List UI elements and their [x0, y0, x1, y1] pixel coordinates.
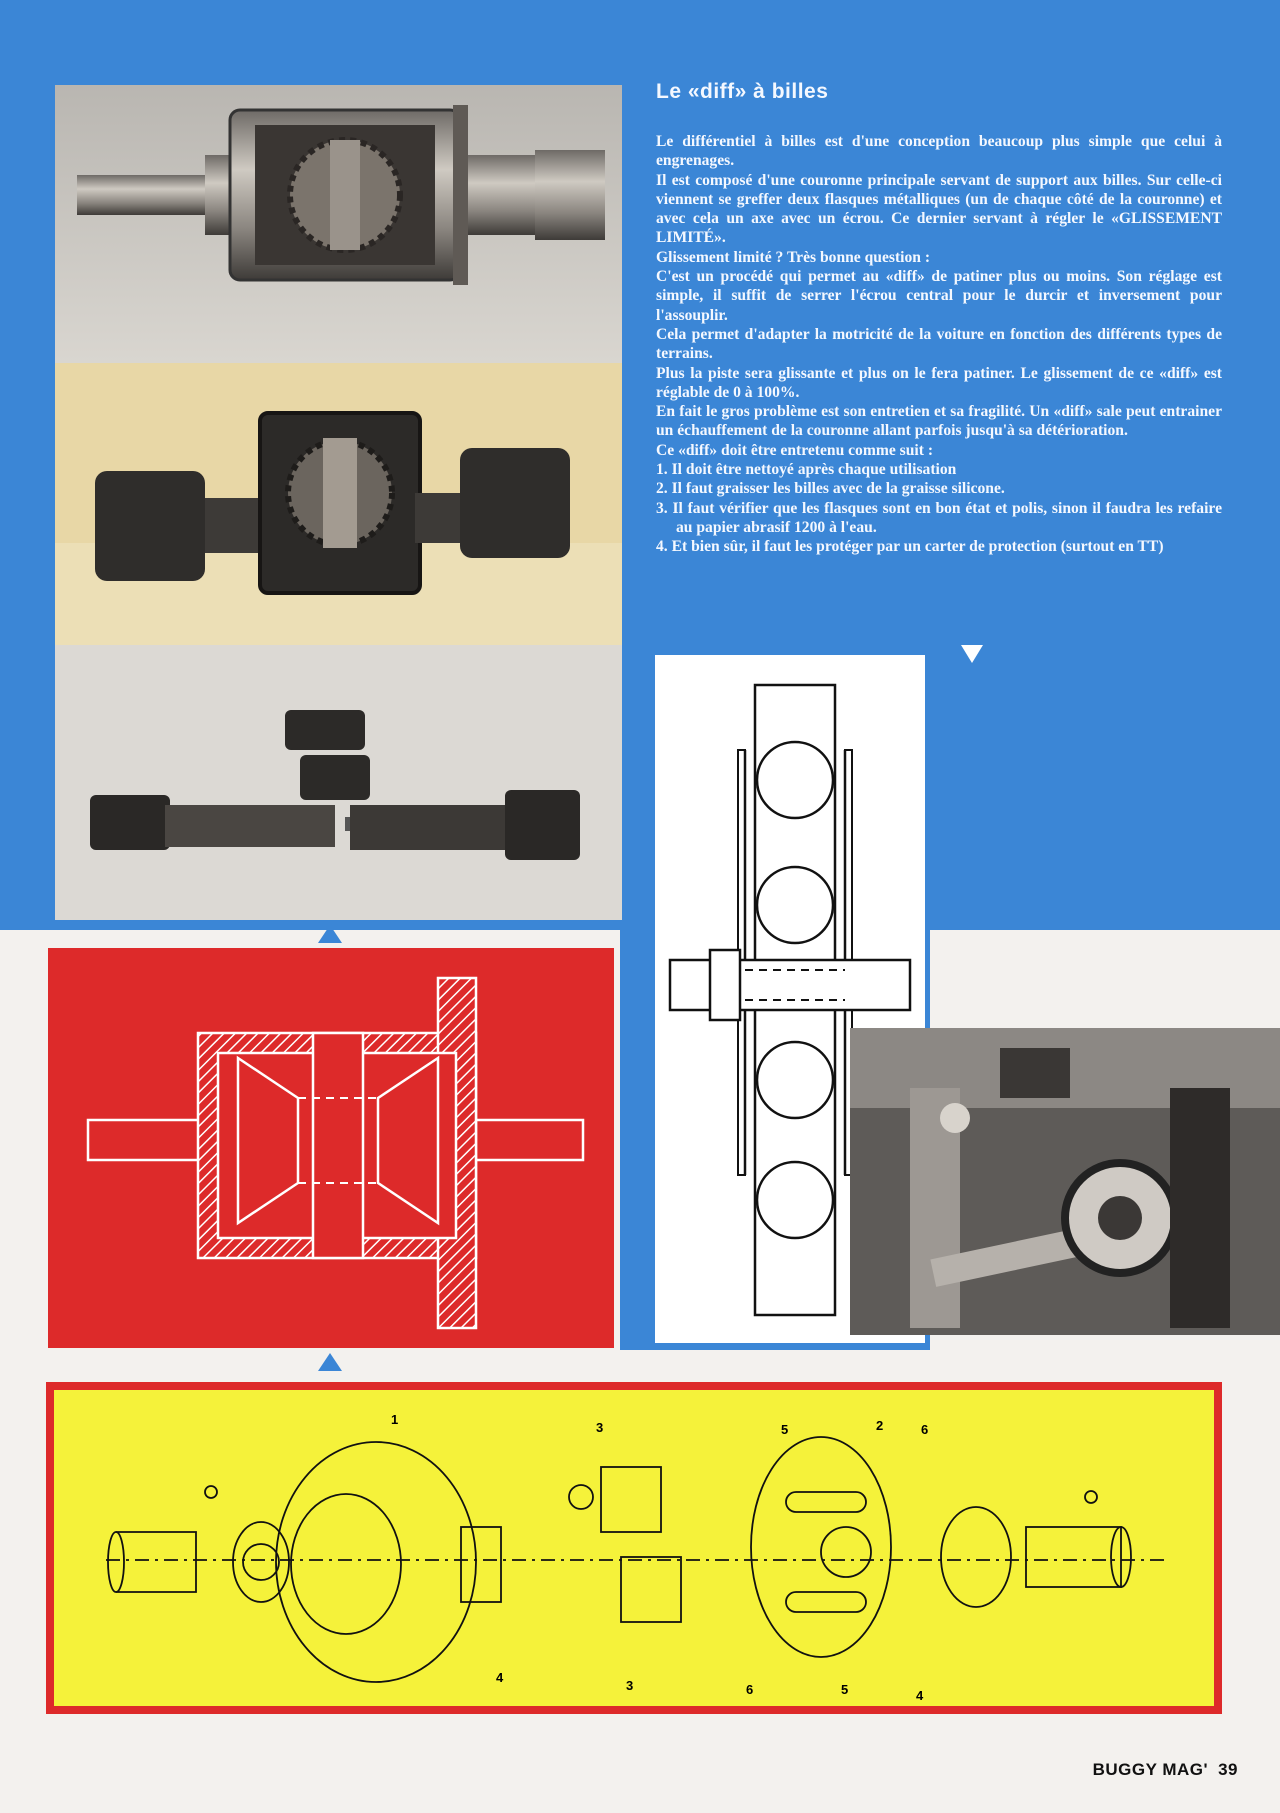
maintenance-step: 1. Il doit être nettoyé après chaque utilisation [656, 461, 957, 479]
diagram-label: 4 [496, 1670, 504, 1685]
article-paragraph: Il est composé d'une couronne principale servant de support aux billes. Sur celle-ci viennent se greffer deux flasques métalliques (un de chaque côté de la couronne) et avec cela un axe avec un écrou. Ce dernier servant à régler le «GLISSEMENT LIMITÉ». [656, 171, 1222, 247]
photo-buggy-rear [850, 1028, 1280, 1335]
page-footer [1083, 1760, 1238, 1780]
article-paragraph: Plus la piste sera glissante et plus on le fera patiner. Le glissement de ce «diff» est réglable de 0 à 100%. [656, 364, 1222, 401]
diagram-label: 3 [596, 1420, 604, 1435]
diagram-label: 2 [876, 1418, 884, 1433]
arrow-up-icon [318, 1353, 342, 1371]
photo-diff-parts [55, 645, 622, 920]
gear-diff-section-diagram [48, 948, 614, 1348]
diagram-label: 6 [921, 1422, 929, 1437]
article-paragraph: Glissement limité ? Très bonne question : [656, 248, 931, 266]
diagram-label: 1 [391, 1412, 399, 1427]
maintenance-step: 2. Il faut graisser les billes avec de la graisse silicone. [656, 480, 1005, 498]
article-paragraph: Cela permet d'adapter la motricité de la voiture en fonction des différents types de terrains. [656, 325, 1222, 363]
article [656, 80, 1222, 557]
arrow-up-icon [318, 925, 342, 943]
magazine-name: BUGGY MAG' [1092, 1760, 1209, 1779]
arrow-down-icon [961, 645, 983, 663]
article-paragraph: En fait le gros problème est son entretien et sa fragilité. Un «diff» sale peut entrainer un échauffement de la couronne allant parfois jusqu'à sa détérioration. [656, 403, 1222, 440]
page-number: 39 [1218, 1760, 1238, 1779]
article-title: Le «diff» à billes [656, 80, 829, 103]
diagram-label: 5 [841, 1682, 849, 1697]
photo-gear-diff-open [55, 363, 622, 645]
article-paragraph: Le différentiel à billes est d'une conception beaucoup plus simple que celui à engrenages. [656, 133, 1222, 170]
photo-gear-diff-assembled [55, 85, 622, 363]
maintenance-step: 4. Et bien sûr, il faut les protéger par un carter de protection (surtout en TT) [656, 538, 1164, 556]
maintenance-steps [656, 460, 1222, 556]
exploded-diff-diagram [46, 1382, 1222, 1714]
diagram-label: 3 [626, 1678, 634, 1693]
article-paragraph: C'est un procédé qui permet au «diff» de patiner plus ou moins. Son réglage est simple, il suffit de serrer l'écrou central pour le durcir et inversement pour l'assouplir. [656, 268, 1222, 324]
article-paragraph: Ce «diff» doit être entretenu comme suit : [656, 441, 934, 459]
diagram-label: 4 [916, 1688, 924, 1703]
diagram-label: 5 [781, 1422, 789, 1437]
diagram-label: 6 [746, 1682, 754, 1697]
maintenance-step: 3. Il faut vérifier que les flasques sont en bon état et polis, sinon il faudra les refaire au papier abrasif 1200 à l'eau. [656, 499, 1222, 536]
